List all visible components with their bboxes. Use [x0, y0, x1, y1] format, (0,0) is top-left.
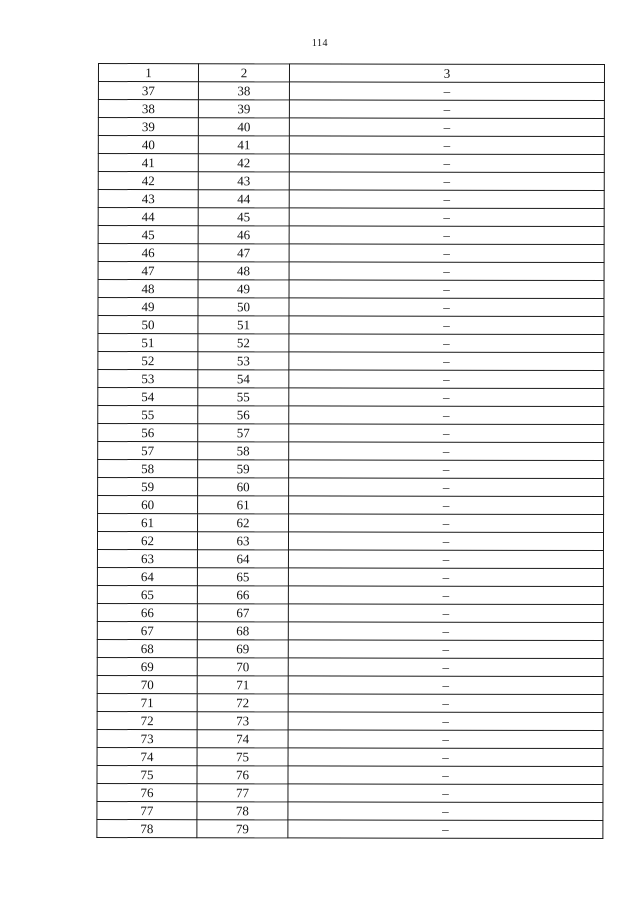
table-row [98, 280, 604, 299]
table-cell-col1: 48 [98, 280, 198, 298]
table-cell-col2: 41 [198, 136, 289, 154]
table-row [98, 154, 604, 173]
table-row [98, 136, 604, 155]
table-cell-col2: 79 [197, 820, 288, 838]
table-cell-col2: 73 [197, 712, 288, 730]
table-cell-col3: – [288, 604, 603, 623]
column-header-2: 2 [198, 64, 289, 82]
table-cell-col1: 39 [98, 118, 198, 136]
table-cell-col3: – [289, 262, 604, 281]
table-cell-col1: 61 [98, 514, 198, 532]
table-row [98, 226, 604, 245]
table-row [97, 711, 603, 730]
table-row [98, 208, 604, 227]
table-row [97, 675, 603, 694]
table-cell-col2: 50 [198, 298, 289, 316]
table-cell-col2: 62 [198, 514, 289, 532]
table-cell-col1: 58 [98, 460, 198, 478]
table-cell-col1: 47 [98, 262, 198, 280]
table-row [98, 460, 604, 479]
table-cell-col3: – [288, 802, 603, 821]
table-cell-col2: 54 [198, 370, 289, 388]
table-row [98, 316, 604, 335]
table-cell-col2: 52 [198, 334, 289, 352]
table-cell-col1: 51 [98, 334, 198, 352]
table-cell-col3: – [289, 208, 604, 227]
table-cell-col2: 44 [198, 190, 289, 208]
table-cell-col1: 46 [98, 244, 198, 262]
table-cell-col3: – [289, 514, 604, 533]
table-cell-col2: 43 [198, 172, 289, 190]
table-cell-col3: – [288, 568, 603, 587]
table-cell-col2: 59 [198, 460, 289, 478]
table-row [97, 765, 603, 784]
table-cell-col2: 39 [198, 100, 289, 118]
table-cell-col3: – [288, 712, 603, 731]
table-cell-col1: 38 [98, 100, 198, 118]
table-cell-col2: 46 [198, 226, 289, 244]
table-row [98, 478, 604, 497]
table-cell-col2: 78 [197, 802, 288, 820]
table-cell-col3: – [289, 406, 604, 425]
table-cell-col1: 45 [98, 226, 198, 244]
table-row [97, 801, 603, 820]
table-cell-col2: 38 [198, 82, 289, 100]
table-cell-col3: – [289, 352, 604, 371]
table-cell-col1: 42 [98, 172, 198, 190]
table-cell-col3: – [289, 82, 604, 101]
table-cell-col3: – [288, 586, 603, 605]
table-body [97, 82, 605, 839]
table-row [97, 747, 603, 766]
table-cell-col2: 74 [197, 730, 288, 748]
table-cell-col2: 49 [198, 280, 289, 298]
data-table [96, 63, 605, 839]
table-cell-col3: – [289, 424, 604, 443]
table-cell-col3: – [289, 190, 604, 209]
table-row [98, 388, 604, 407]
table-row [97, 693, 603, 712]
table-cell-col3: – [289, 388, 604, 407]
table-row [98, 172, 604, 191]
table-row [98, 82, 604, 101]
table-cell-col1: 64 [97, 567, 197, 585]
column-header-3: 3 [289, 64, 604, 83]
table-cell-col2: 45 [198, 208, 289, 226]
table-cell-col2: 77 [197, 784, 288, 802]
table-cell-col1: 44 [98, 208, 198, 226]
table-cell-col1: 41 [98, 154, 198, 172]
table-row [98, 442, 604, 461]
table-cell-col1: 78 [97, 819, 197, 837]
table-cell-col2: 70 [197, 658, 288, 676]
table-row [98, 406, 604, 425]
table-row [97, 603, 603, 622]
table-cell-col1: 40 [98, 136, 198, 154]
table-row [97, 639, 603, 658]
table-cell-col3: – [288, 766, 603, 785]
table-cell-col1: 50 [98, 316, 198, 334]
table-cell-col3: – [289, 316, 604, 335]
table-cell-col2: 42 [198, 154, 289, 172]
table-cell-col2: 61 [198, 496, 289, 514]
table-cell-col3: – [289, 460, 604, 479]
table-cell-col3: – [288, 622, 603, 641]
table-cell-col2: 64 [197, 550, 288, 568]
table-row [97, 783, 603, 802]
table-cell-col3: – [289, 442, 604, 461]
table-row [98, 244, 604, 263]
table-cell-col3: – [288, 748, 603, 767]
table-cell-col1: 59 [98, 478, 198, 496]
table-row [98, 496, 604, 515]
table-cell-col2: 71 [197, 676, 288, 694]
table-cell-col1: 75 [97, 765, 197, 783]
table-cell-col3: – [289, 298, 604, 317]
table-row [98, 298, 604, 317]
table-row [98, 262, 604, 281]
table-cell-col1: 74 [97, 747, 197, 765]
table-cell-col3: – [289, 136, 604, 155]
table-cell-col3: – [289, 478, 604, 497]
table-cell-col2: 55 [198, 388, 289, 406]
table-row [98, 424, 604, 443]
table-cell-col3: – [289, 244, 604, 263]
table-cell-col1: 56 [98, 424, 198, 442]
table-cell-col1: 71 [97, 693, 197, 711]
table-cell-col1: 55 [98, 406, 198, 424]
table-cell-col1: 52 [98, 352, 198, 370]
table-cell-col2: 58 [198, 442, 289, 460]
table-row [97, 550, 603, 569]
table-cell-col3: – [289, 100, 604, 119]
column-header-1: 1 [98, 64, 198, 82]
table-row [98, 118, 604, 137]
table-cell-col1: 54 [98, 388, 198, 406]
table-cell-col2: 53 [198, 352, 289, 370]
table-cell-col1: 73 [97, 729, 197, 747]
table-cell-col2: 66 [197, 586, 288, 604]
table-cell-col2: 72 [197, 694, 288, 712]
table-cell-col3: – [289, 280, 604, 299]
table-cell-col3: – [289, 226, 604, 245]
table-cell-col3: – [288, 640, 603, 659]
table-cell-col1: 43 [98, 190, 198, 208]
table-cell-col3: – [288, 658, 603, 677]
table-cell-col1: 69 [97, 657, 197, 675]
table-cell-col2: 40 [198, 118, 289, 136]
table-cell-col2: 69 [197, 640, 288, 658]
table-cell-col3: – [289, 370, 604, 389]
table-cell-col3: – [288, 820, 603, 839]
table-cell-col2: 75 [197, 748, 288, 766]
table-cell-col1: 49 [98, 298, 198, 316]
table-cell-col2: 47 [198, 244, 289, 262]
table-row [97, 621, 603, 640]
table-cell-col2: 63 [197, 532, 288, 550]
table-cell-col3: – [289, 334, 604, 353]
table-cell-col1: 72 [97, 711, 197, 729]
table-cell-col2: 56 [198, 406, 289, 424]
table-row [98, 514, 604, 533]
table-cell-col2: 60 [198, 478, 289, 496]
table-cell-col3: – [288, 694, 603, 713]
table-row [98, 334, 604, 353]
page-number: 114 [311, 38, 329, 49]
table-row [97, 819, 603, 838]
table-cell-col1: 57 [98, 442, 198, 460]
table-cell-col1: 37 [98, 82, 198, 100]
table-cell-col1: 65 [97, 585, 197, 603]
table-cell-col3: – [289, 118, 604, 137]
table-cell-col3: – [289, 496, 604, 515]
table-cell-col2: 67 [197, 604, 288, 622]
table-row [97, 657, 603, 676]
table-cell-col1: 53 [98, 370, 198, 388]
table-cell-col3: – [288, 532, 603, 551]
table-header-row [98, 64, 604, 83]
table-cell-col1: 76 [97, 783, 197, 801]
table-cell-col3: – [288, 784, 603, 803]
table-cell-col1: 62 [97, 532, 197, 550]
table-cell-col1: 68 [97, 639, 197, 657]
table-cell-col2: 57 [198, 424, 289, 442]
table-cell-col1: 77 [97, 801, 197, 819]
table-cell-col3: – [288, 550, 603, 569]
table-cell-col2: 68 [197, 622, 288, 640]
table-cell-col2: 48 [198, 262, 289, 280]
table-cell-col2: 76 [197, 766, 288, 784]
table-cell-col1: 70 [97, 675, 197, 693]
table-cell-col3: – [288, 676, 603, 695]
table-cell-col1: 63 [97, 550, 197, 568]
table-row [97, 567, 603, 586]
table-row [98, 370, 604, 389]
table-cell-col3: – [289, 172, 604, 191]
table-cell-col2: 51 [198, 316, 289, 334]
table-row [97, 729, 603, 748]
table-cell-col3: – [289, 154, 604, 173]
table-cell-col2: 65 [197, 568, 288, 586]
table-cell-col1: 60 [98, 496, 198, 514]
table-row [98, 352, 604, 371]
table-cell-col1: 67 [97, 621, 197, 639]
table-row [97, 532, 603, 551]
table-row [98, 190, 604, 209]
table-row [98, 100, 604, 119]
table-cell-col3: – [288, 730, 603, 749]
table-row [97, 585, 603, 604]
table-cell-col1: 66 [97, 603, 197, 621]
